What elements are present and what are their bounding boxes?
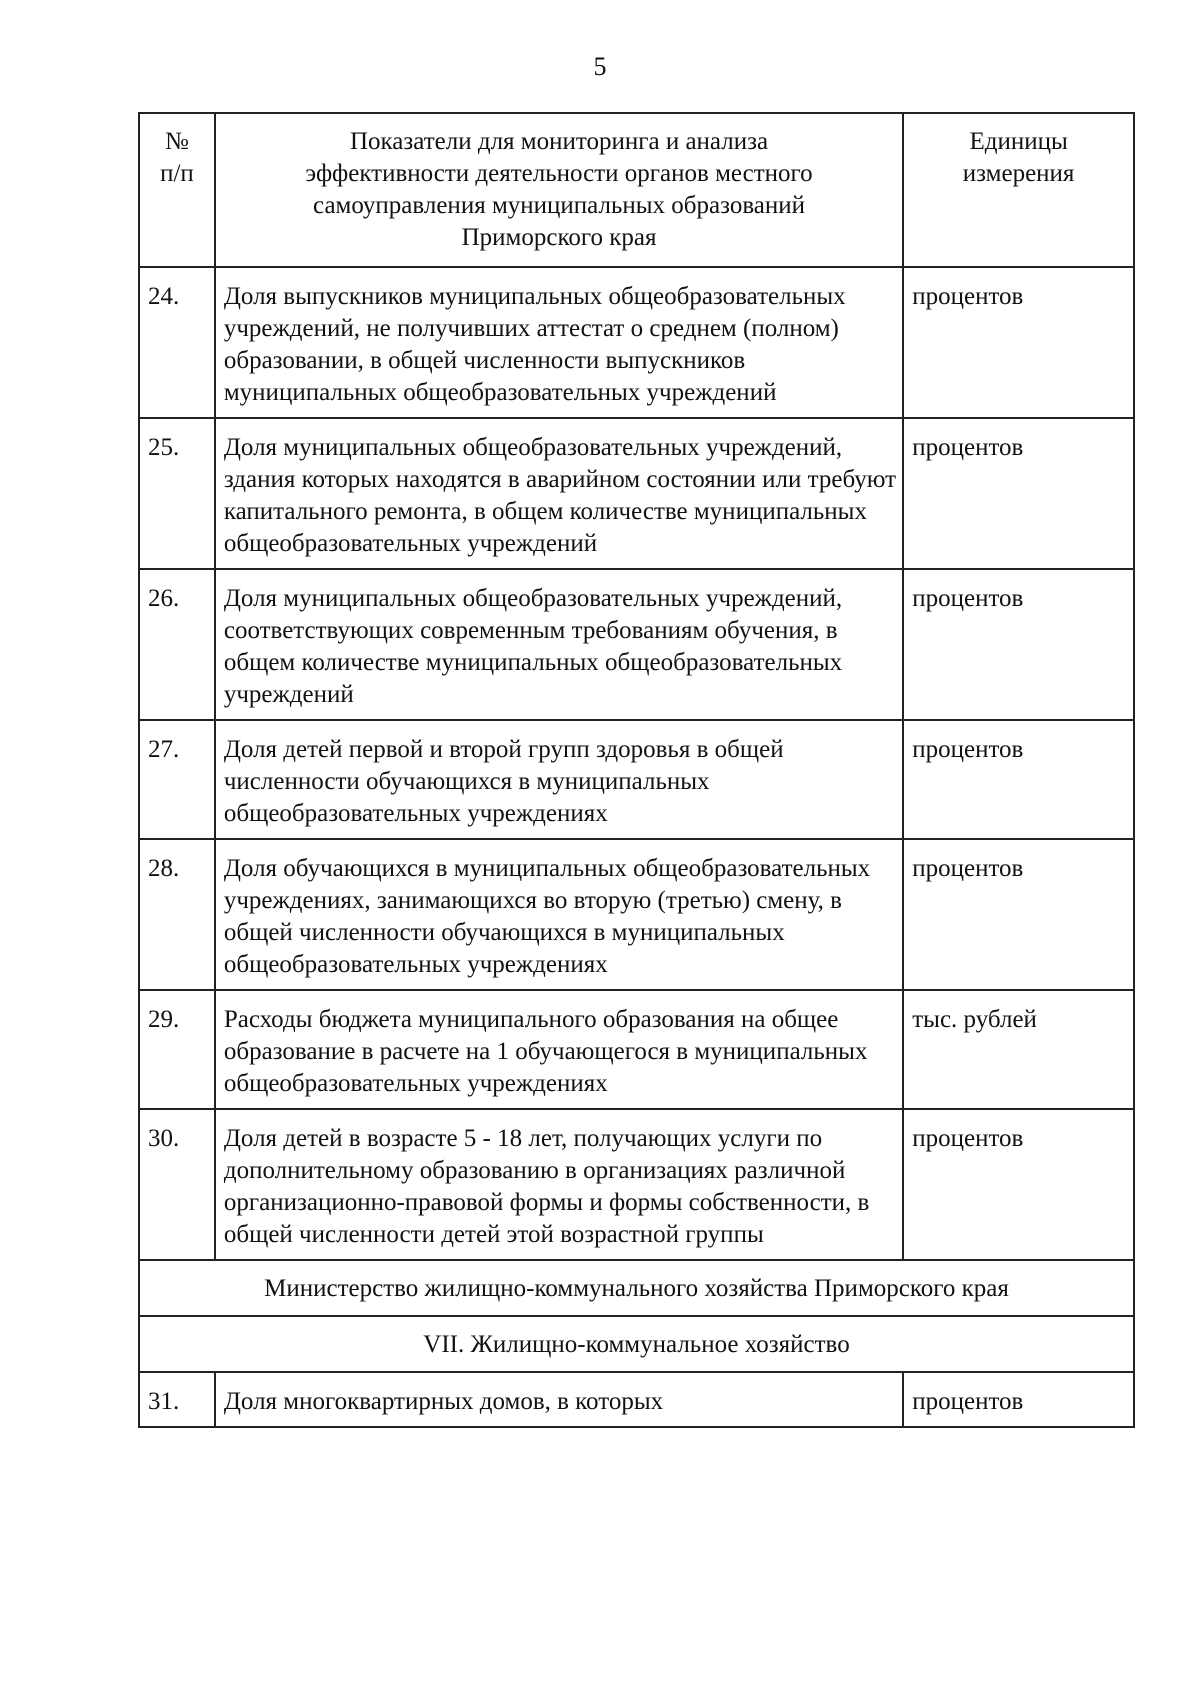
section-row [139, 1316, 1134, 1372]
row-indicator: Доля муниципальных общеобразовательных учреждений, здания которых находятся в аварийном состоянии или требуют капитального ремонта, в общем количестве муниципальных общеобразовательных учреждений [215, 418, 903, 569]
row-indicator: Доля многоквартирных домов, в которых [215, 1372, 903, 1427]
row-unit: процентов [903, 569, 1134, 720]
row-number: 27. [139, 720, 215, 839]
indicators-table [138, 112, 1135, 1428]
header-unit-label: Единицы измерения [962, 128, 1075, 187]
row-number: 24. [139, 267, 215, 418]
row-number: 26. [139, 569, 215, 720]
table-header-row [139, 113, 1134, 267]
row-indicator: Доля детей в возрасте 5 - 18 лет, получающих услуги по дополнительному образованию в организациях различной организационно-правовой формы и формы собственности, в общей численности детей этой возрастной группы [215, 1109, 903, 1260]
row-unit: процентов [903, 1109, 1134, 1260]
table-row [139, 720, 1134, 839]
header-unit [903, 113, 1134, 267]
row-unit: процентов [903, 418, 1134, 569]
row-unit: процентов [903, 720, 1134, 839]
row-number: 28. [139, 839, 215, 990]
header-indicator-label: Показатели для мониторинга и анализа эффективности деятельности органов местного самоуправления муниципальных образований Приморского края [305, 128, 813, 251]
page-number: 5 [593, 52, 607, 81]
ministry-heading: Министерство жилищно-коммунального хозяйства Приморского края [139, 1260, 1134, 1316]
row-indicator: Доля детей первой и второй групп здоровья в общей численности обучающихся в муниципальных общеобразовательных учреждениях [215, 720, 903, 839]
header-indicator [215, 113, 903, 267]
table-row [139, 839, 1134, 990]
header-number [139, 113, 215, 267]
header-number-label: № п/п [160, 128, 194, 187]
table-row [139, 569, 1134, 720]
row-indicator: Доля муниципальных общеобразовательных учреждений, соответствующих современным требованиям обучения, в общем количестве муниципальных общеобразовательных учреждений [215, 569, 903, 720]
row-unit: процентов [903, 267, 1134, 418]
table-row [139, 418, 1134, 569]
row-unit: процентов [903, 1372, 1134, 1427]
table-row [139, 267, 1134, 418]
row-number: 25. [139, 418, 215, 569]
row-number: 29. [139, 990, 215, 1109]
row-number: 30. [139, 1109, 215, 1260]
row-indicator: Доля выпускников муниципальных общеобразовательных учреждений, не получивших аттестат о среднем (полном) образовании, в общей численности выпускников муниципальных общеобразовательных учреждений [215, 267, 903, 418]
ministry-row [139, 1260, 1134, 1316]
row-unit: тыс. рублей [903, 990, 1134, 1109]
row-number: 31. [139, 1372, 215, 1427]
row-indicator: Расходы бюджета муниципального образования на общее образование в расчете на 1 обучающегося в муниципальных общеобразовательных учреждениях [215, 990, 903, 1109]
table-row [139, 1109, 1134, 1260]
section-heading: VII. Жилищно-коммунальное хозяйство [139, 1316, 1134, 1372]
table-row [139, 990, 1134, 1109]
row-unit: процентов [903, 839, 1134, 990]
row-indicator: Доля обучающихся в муниципальных общеобразовательных учреждениях, занимающихся во вторую (третью) смену, в общей численности обучающихся в муниципальных общеобразовательных учреждениях [215, 839, 903, 990]
table-row [139, 1372, 1134, 1427]
